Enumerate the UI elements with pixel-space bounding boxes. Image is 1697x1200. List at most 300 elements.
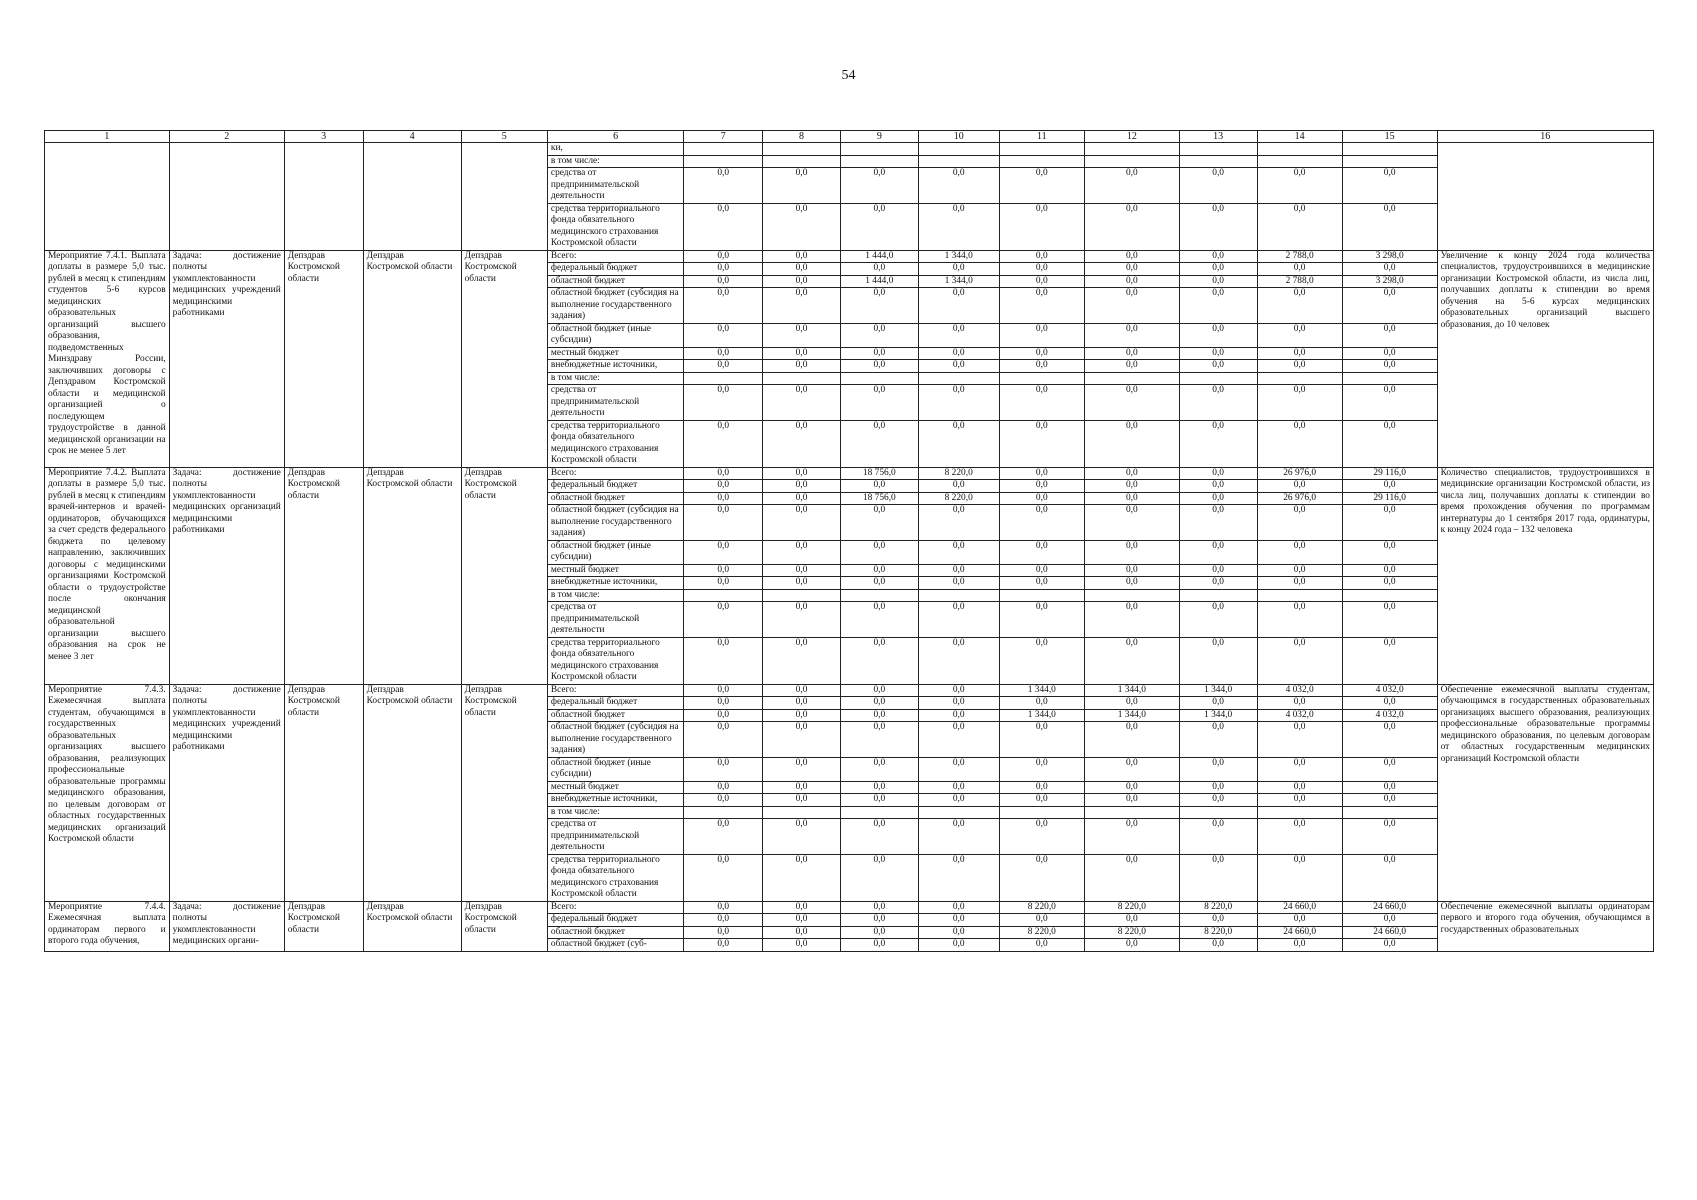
amount-cell: 0,0 bbox=[918, 939, 999, 952]
amount-cell bbox=[684, 155, 763, 168]
amount-cell: 0,0 bbox=[1257, 819, 1342, 855]
block-4-col-4: Депздрав Костромской области bbox=[363, 901, 461, 951]
amount-cell: 0,0 bbox=[1179, 637, 1257, 684]
amount-cell: 0,0 bbox=[918, 794, 999, 807]
amount-cell bbox=[999, 589, 1084, 602]
amount-cell: 8 220,0 bbox=[1084, 926, 1179, 939]
funding-source: областной бюджет (иные субсидии) bbox=[547, 757, 683, 781]
column-number-15: 15 bbox=[1342, 131, 1437, 143]
amount-cell: 0,0 bbox=[1084, 939, 1179, 952]
amount-cell bbox=[1179, 155, 1257, 168]
funding-source: внебюджетные источники, bbox=[547, 360, 683, 373]
amount-cell bbox=[1257, 372, 1342, 385]
amount-cell: 0,0 bbox=[1179, 168, 1257, 204]
amount-cell: 0,0 bbox=[1179, 492, 1257, 505]
amount-cell: 0,0 bbox=[684, 709, 763, 722]
amount-cell: 0,0 bbox=[918, 914, 999, 927]
amount-cell: 0,0 bbox=[999, 203, 1084, 250]
amount-cell bbox=[763, 372, 841, 385]
amount-cell: 0,0 bbox=[1342, 577, 1437, 590]
amount-cell: 0,0 bbox=[840, 819, 918, 855]
amount-cell: 0,0 bbox=[999, 168, 1084, 204]
amount-cell: 1 344,0 bbox=[918, 250, 999, 263]
block-3-col-5: Депздрав Костромской области bbox=[461, 684, 547, 901]
block-2-col-5: Депздрав Костромской области bbox=[461, 467, 547, 684]
funding-source: внебюджетные источники, bbox=[547, 794, 683, 807]
amount-cell: 0,0 bbox=[763, 684, 841, 697]
amount-cell: 0,0 bbox=[918, 722, 999, 758]
block-1-col-4: Депздрав Костромской области bbox=[363, 250, 461, 467]
amount-cell: 0,0 bbox=[1084, 577, 1179, 590]
amount-cell: 0,0 bbox=[1342, 420, 1437, 467]
amount-cell: 0,0 bbox=[1342, 602, 1437, 638]
amount-cell: 0,0 bbox=[763, 540, 841, 564]
amount-cell: 8 220,0 bbox=[1084, 901, 1179, 914]
funding-source: федеральный бюджет bbox=[547, 480, 683, 493]
funding-source: областной бюджет (суб- bbox=[547, 939, 683, 952]
amount-cell: 0,0 bbox=[1084, 360, 1179, 373]
amount-cell: 0,0 bbox=[684, 505, 763, 541]
block-3-col-1: Мероприятие 7.4.3. Ежемесячная выплата студентам, обучающимся в государственных образовательных организациях высшего образования, реализующих профессиональные образовательные программы медицинского образования, по целевым договорам от областных государственных медицинских организаций Костромской области bbox=[45, 684, 170, 901]
funding-source: средства территориального фонда обязательного медицинского страхования Костромской области bbox=[547, 203, 683, 250]
amount-cell: 0,0 bbox=[918, 819, 999, 855]
amount-cell: 0,0 bbox=[1257, 288, 1342, 324]
amount-cell: 0,0 bbox=[840, 288, 918, 324]
amount-cell: 0,0 bbox=[684, 637, 763, 684]
block-0-col-2 bbox=[169, 143, 284, 251]
amount-cell: 0,0 bbox=[918, 288, 999, 324]
amount-cell: 0,0 bbox=[763, 854, 841, 901]
funding-source: средства от предпринимательской деятельности bbox=[547, 168, 683, 204]
amount-cell: 0,0 bbox=[918, 684, 999, 697]
amount-cell bbox=[918, 143, 999, 156]
amount-cell: 0,0 bbox=[1179, 854, 1257, 901]
column-number-4: 4 bbox=[363, 131, 461, 143]
funding-source: областной бюджет (иные субсидии) bbox=[547, 323, 683, 347]
block-2-col-4: Депздрав Костромской области bbox=[363, 467, 461, 684]
amount-cell: 0,0 bbox=[763, 637, 841, 684]
amount-cell bbox=[763, 806, 841, 819]
amount-cell: 0,0 bbox=[1084, 420, 1179, 467]
column-number-11: 11 bbox=[999, 131, 1084, 143]
amount-cell: 0,0 bbox=[763, 420, 841, 467]
funding-source: областной бюджет (иные субсидии) bbox=[547, 540, 683, 564]
amount-cell: 0,0 bbox=[763, 819, 841, 855]
amount-cell bbox=[918, 589, 999, 602]
block-2-col-3: Депздрав Костромской области bbox=[284, 467, 363, 684]
amount-cell: 29 116,0 bbox=[1342, 467, 1437, 480]
amount-cell: 0,0 bbox=[1084, 263, 1179, 276]
amount-cell: 0,0 bbox=[1179, 577, 1257, 590]
amount-cell: 0,0 bbox=[1084, 275, 1179, 288]
amount-cell: 0,0 bbox=[999, 819, 1084, 855]
amount-cell: 0,0 bbox=[1342, 914, 1437, 927]
amount-cell: 0,0 bbox=[684, 794, 763, 807]
amount-cell: 0,0 bbox=[918, 901, 999, 914]
amount-cell: 0,0 bbox=[1179, 360, 1257, 373]
amount-cell: 0,0 bbox=[684, 781, 763, 794]
amount-cell: 0,0 bbox=[840, 420, 918, 467]
amount-cell: 0,0 bbox=[684, 684, 763, 697]
funding-source: Всего: bbox=[547, 901, 683, 914]
amount-cell: 1 344,0 bbox=[1179, 709, 1257, 722]
amount-cell: 0,0 bbox=[1084, 323, 1179, 347]
funding-source: средства территориального фонда обязательного медицинского страхования Костромской области bbox=[547, 637, 683, 684]
amount-cell: 0,0 bbox=[763, 939, 841, 952]
funding-source: Всего: bbox=[547, 467, 683, 480]
amount-cell bbox=[1342, 155, 1437, 168]
block-1-col-1: Мероприятие 7.4.1. Выплата доплаты в размере 5,0 тыс. рублей в месяц к стипендиям студентов 5-6 курсов медицинских образовательных организаций высшего образования, подведомственных Минздраву России, заключивших договоры с Депздравом Костромской области и медицинской организацией о последующем трудоустройстве в данной медицинской организации на срок не менее 5 лет bbox=[45, 250, 170, 467]
amount-cell: 0,0 bbox=[840, 781, 918, 794]
column-number-12: 12 bbox=[1084, 131, 1179, 143]
amount-cell: 24 660,0 bbox=[1342, 901, 1437, 914]
funding-source: местный бюджет bbox=[547, 564, 683, 577]
amount-cell: 0,0 bbox=[840, 722, 918, 758]
amount-cell: 0,0 bbox=[840, 540, 918, 564]
amount-cell: 0,0 bbox=[684, 926, 763, 939]
funding-source: областной бюджет (субсидия на выполнение государственного задания) bbox=[547, 505, 683, 541]
amount-cell: 0,0 bbox=[763, 914, 841, 927]
amount-cell: 0,0 bbox=[1084, 385, 1179, 421]
amount-cell: 0,0 bbox=[763, 467, 841, 480]
funding-source: местный бюджет bbox=[547, 781, 683, 794]
amount-cell: 0,0 bbox=[918, 540, 999, 564]
amount-cell: 0,0 bbox=[1342, 168, 1437, 204]
amount-cell: 0,0 bbox=[918, 347, 999, 360]
amount-cell: 0,0 bbox=[1257, 939, 1342, 952]
amount-cell: 0,0 bbox=[840, 203, 918, 250]
amount-cell: 0,0 bbox=[918, 420, 999, 467]
amount-cell: 0,0 bbox=[840, 914, 918, 927]
amount-cell bbox=[1179, 372, 1257, 385]
amount-cell: 0,0 bbox=[999, 854, 1084, 901]
amount-cell: 0,0 bbox=[1179, 480, 1257, 493]
amount-cell: 0,0 bbox=[999, 540, 1084, 564]
funding-source: Всего: bbox=[547, 684, 683, 697]
amount-cell: 0,0 bbox=[1179, 602, 1257, 638]
amount-cell: 0,0 bbox=[763, 709, 841, 722]
amount-cell: 0,0 bbox=[1257, 854, 1342, 901]
amount-cell bbox=[1257, 143, 1342, 156]
amount-cell: 0,0 bbox=[1179, 794, 1257, 807]
column-number-13: 13 bbox=[1179, 131, 1257, 143]
amount-cell: 0,0 bbox=[840, 323, 918, 347]
amount-cell: 0,0 bbox=[918, 263, 999, 276]
amount-cell: 0,0 bbox=[763, 360, 841, 373]
amount-cell: 0,0 bbox=[684, 914, 763, 927]
amount-cell bbox=[1084, 155, 1179, 168]
block-4-col-2: Задача: достижение полноты укомплектованности медицинских органи- bbox=[169, 901, 284, 951]
amount-cell: 0,0 bbox=[999, 275, 1084, 288]
amount-cell: 4 032,0 bbox=[1257, 709, 1342, 722]
block-0-col-5 bbox=[461, 143, 547, 251]
amount-cell: 0,0 bbox=[999, 781, 1084, 794]
amount-cell: 0,0 bbox=[763, 577, 841, 590]
page-number: 54 bbox=[841, 68, 856, 83]
amount-cell: 0,0 bbox=[918, 385, 999, 421]
amount-cell: 0,0 bbox=[1084, 347, 1179, 360]
amount-cell: 0,0 bbox=[1342, 288, 1437, 324]
column-number-3: 3 bbox=[284, 131, 363, 143]
funding-source: федеральный бюджет bbox=[547, 263, 683, 276]
block-2-col-2: Задача: достижение полноты укомплектованности медицинских организаций медицинскими работниками bbox=[169, 467, 284, 684]
funding-source: в том числе: bbox=[547, 589, 683, 602]
amount-cell: 0,0 bbox=[1179, 347, 1257, 360]
amount-cell: 0,0 bbox=[684, 288, 763, 324]
column-number-2: 2 bbox=[169, 131, 284, 143]
amount-cell: 0,0 bbox=[684, 480, 763, 493]
column-number-7: 7 bbox=[684, 131, 763, 143]
amount-cell bbox=[1342, 806, 1437, 819]
amount-cell: 4 032,0 bbox=[1342, 709, 1437, 722]
amount-cell: 0,0 bbox=[999, 722, 1084, 758]
amount-cell: 0,0 bbox=[1257, 697, 1342, 710]
amount-cell: 0,0 bbox=[684, 722, 763, 758]
amount-cell: 0,0 bbox=[1179, 505, 1257, 541]
amount-cell: 0,0 bbox=[1257, 505, 1342, 541]
amount-cell: 0,0 bbox=[684, 168, 763, 204]
amount-cell: 0,0 bbox=[918, 564, 999, 577]
amount-cell: 0,0 bbox=[684, 697, 763, 710]
amount-cell bbox=[840, 372, 918, 385]
amount-cell: 8 220,0 bbox=[999, 901, 1084, 914]
amount-cell: 2 788,0 bbox=[1257, 250, 1342, 263]
amount-cell: 0,0 bbox=[999, 939, 1084, 952]
amount-cell: 0,0 bbox=[684, 564, 763, 577]
amount-cell: 8 220,0 bbox=[918, 492, 999, 505]
program-table bbox=[44, 130, 1654, 952]
amount-cell: 1 344,0 bbox=[1179, 684, 1257, 697]
amount-cell: 0,0 bbox=[1257, 420, 1342, 467]
amount-cell: 0,0 bbox=[763, 602, 841, 638]
funding-source: средства территориального фонда обязательного медицинского страхования Костромской области bbox=[547, 420, 683, 467]
amount-cell: 0,0 bbox=[1179, 819, 1257, 855]
column-number-9: 9 bbox=[840, 131, 918, 143]
amount-cell: 0,0 bbox=[999, 757, 1084, 781]
amount-cell: 0,0 bbox=[840, 564, 918, 577]
amount-cell: 0,0 bbox=[1342, 323, 1437, 347]
amount-cell: 0,0 bbox=[1342, 360, 1437, 373]
amount-cell: 0,0 bbox=[840, 360, 918, 373]
block-1-col-3: Депздрав Костромской области bbox=[284, 250, 363, 467]
amount-cell: 0,0 bbox=[763, 288, 841, 324]
amount-cell: 1 344,0 bbox=[1084, 684, 1179, 697]
amount-cell bbox=[1179, 589, 1257, 602]
amount-cell: 24 660,0 bbox=[1257, 901, 1342, 914]
amount-cell: 0,0 bbox=[918, 505, 999, 541]
amount-cell: 0,0 bbox=[1342, 757, 1437, 781]
amount-cell: 24 660,0 bbox=[1342, 926, 1437, 939]
table-row bbox=[45, 901, 1654, 914]
amount-cell: 1 344,0 bbox=[1084, 709, 1179, 722]
amount-cell: 0,0 bbox=[684, 819, 763, 855]
amount-cell bbox=[918, 155, 999, 168]
amount-cell: 29 116,0 bbox=[1342, 492, 1437, 505]
amount-cell: 0,0 bbox=[763, 347, 841, 360]
amount-cell: 0,0 bbox=[684, 854, 763, 901]
amount-cell: 0,0 bbox=[1342, 781, 1437, 794]
amount-cell bbox=[763, 589, 841, 602]
amount-cell: 0,0 bbox=[763, 168, 841, 204]
amount-cell: 0,0 bbox=[1084, 602, 1179, 638]
amount-cell: 0,0 bbox=[1179, 203, 1257, 250]
block-0-col-3 bbox=[284, 143, 363, 251]
amount-cell bbox=[1257, 155, 1342, 168]
amount-cell: 0,0 bbox=[840, 709, 918, 722]
amount-cell: 0,0 bbox=[918, 709, 999, 722]
amount-cell: 0,0 bbox=[840, 901, 918, 914]
amount-cell: 0,0 bbox=[1342, 347, 1437, 360]
amount-cell: 0,0 bbox=[840, 385, 918, 421]
amount-cell: 26 976,0 bbox=[1257, 492, 1342, 505]
amount-cell bbox=[840, 155, 918, 168]
table-row bbox=[45, 467, 1654, 480]
amount-cell: 0,0 bbox=[763, 901, 841, 914]
amount-cell: 4 032,0 bbox=[1342, 684, 1437, 697]
amount-cell: 0,0 bbox=[1084, 722, 1179, 758]
amount-cell: 0,0 bbox=[1084, 250, 1179, 263]
amount-cell: 0,0 bbox=[840, 480, 918, 493]
block-4-col-1: Мероприятие 7.4.4. Ежемесячная выплата ординаторам первого и второго года обучения, bbox=[45, 901, 170, 951]
amount-cell: 1 444,0 bbox=[840, 275, 918, 288]
amount-cell: 0,0 bbox=[840, 939, 918, 952]
amount-cell: 0,0 bbox=[1084, 505, 1179, 541]
amount-cell: 0,0 bbox=[999, 360, 1084, 373]
amount-cell: 0,0 bbox=[684, 360, 763, 373]
amount-cell: 0,0 bbox=[1084, 288, 1179, 324]
amount-cell: 0,0 bbox=[1342, 697, 1437, 710]
amount-cell: 0,0 bbox=[999, 914, 1084, 927]
amount-cell: 0,0 bbox=[918, 781, 999, 794]
amount-cell: 0,0 bbox=[1257, 168, 1342, 204]
block-3-col-3: Депздрав Костромской области bbox=[284, 684, 363, 901]
amount-cell: 0,0 bbox=[1342, 480, 1437, 493]
amount-cell: 0,0 bbox=[840, 926, 918, 939]
amount-cell: 0,0 bbox=[918, 926, 999, 939]
amount-cell: 0,0 bbox=[763, 926, 841, 939]
amount-cell bbox=[840, 143, 918, 156]
amount-cell bbox=[840, 589, 918, 602]
amount-cell: 0,0 bbox=[1257, 781, 1342, 794]
amount-cell: 0,0 bbox=[999, 323, 1084, 347]
amount-cell: 0,0 bbox=[1084, 492, 1179, 505]
amount-cell: 0,0 bbox=[918, 203, 999, 250]
amount-cell: 0,0 bbox=[999, 467, 1084, 480]
amount-cell: 0,0 bbox=[1084, 819, 1179, 855]
amount-cell: 0,0 bbox=[684, 602, 763, 638]
amount-cell: 0,0 bbox=[684, 275, 763, 288]
amount-cell: 0,0 bbox=[840, 637, 918, 684]
table-body bbox=[45, 143, 1654, 952]
amount-cell: 0,0 bbox=[1342, 794, 1437, 807]
amount-cell: 0,0 bbox=[1342, 637, 1437, 684]
amount-cell: 0,0 bbox=[684, 939, 763, 952]
amount-cell: 3 298,0 bbox=[1342, 250, 1437, 263]
amount-cell: 0,0 bbox=[1084, 168, 1179, 204]
amount-cell: 0,0 bbox=[999, 564, 1084, 577]
amount-cell: 0,0 bbox=[1084, 794, 1179, 807]
amount-cell: 0,0 bbox=[999, 505, 1084, 541]
amount-cell: 0,0 bbox=[1342, 939, 1437, 952]
funding-source: местный бюджет bbox=[547, 347, 683, 360]
amount-cell: 0,0 bbox=[684, 347, 763, 360]
amount-cell: 0,0 bbox=[1257, 263, 1342, 276]
column-number-6: 6 bbox=[547, 131, 683, 143]
amount-cell: 0,0 bbox=[999, 492, 1084, 505]
amount-cell: 1 444,0 bbox=[840, 250, 918, 263]
amount-cell bbox=[999, 806, 1084, 819]
amount-cell: 0,0 bbox=[1179, 323, 1257, 347]
funding-source: Всего: bbox=[547, 250, 683, 263]
amount-cell: 0,0 bbox=[1084, 697, 1179, 710]
amount-cell: 0,0 bbox=[840, 505, 918, 541]
block-1-col-5: Депздрав Костромской области bbox=[461, 250, 547, 467]
amount-cell: 0,0 bbox=[999, 577, 1084, 590]
block-3-col-4: Депздрав Костромской области bbox=[363, 684, 461, 901]
amount-cell: 0,0 bbox=[684, 203, 763, 250]
block-4-col-3: Депздрав Костромской области bbox=[284, 901, 363, 951]
amount-cell: 0,0 bbox=[999, 420, 1084, 467]
amount-cell: 0,0 bbox=[1342, 385, 1437, 421]
amount-cell: 0,0 bbox=[999, 250, 1084, 263]
amount-cell: 0,0 bbox=[763, 263, 841, 276]
amount-cell: 0,0 bbox=[918, 637, 999, 684]
amount-cell: 0,0 bbox=[1179, 939, 1257, 952]
amount-cell: 0,0 bbox=[999, 602, 1084, 638]
amount-cell: 0,0 bbox=[1257, 385, 1342, 421]
block-2-expected-result: Количество специалистов, трудоустроившихся в медицинские организации Костромской области, из числа лиц, получавших доплаты к стипендии во время прохождения обучения по программам интернатуры до 1 сентября 2017 года, ординатуры, к концу 2024 года – 132 человека bbox=[1437, 467, 1653, 684]
amount-cell: 0,0 bbox=[763, 697, 841, 710]
amount-cell: 0,0 bbox=[684, 577, 763, 590]
amount-cell: 0,0 bbox=[918, 602, 999, 638]
column-number-14: 14 bbox=[1257, 131, 1342, 143]
amount-cell: 0,0 bbox=[840, 757, 918, 781]
amount-cell: 0,0 bbox=[1179, 697, 1257, 710]
amount-cell: 8 220,0 bbox=[1179, 926, 1257, 939]
amount-cell: 0,0 bbox=[684, 263, 763, 276]
funding-source: ки, bbox=[547, 143, 683, 156]
amount-cell bbox=[1084, 589, 1179, 602]
block-4-col-5: Депздрав Костромской области bbox=[461, 901, 547, 951]
amount-cell: 0,0 bbox=[1342, 854, 1437, 901]
amount-cell: 0,0 bbox=[684, 385, 763, 421]
amount-cell: 0,0 bbox=[1342, 540, 1437, 564]
table-row bbox=[45, 684, 1654, 697]
amount-cell: 0,0 bbox=[1179, 385, 1257, 421]
amount-cell: 0,0 bbox=[763, 203, 841, 250]
block-0-col-4 bbox=[363, 143, 461, 251]
amount-cell: 26 976,0 bbox=[1257, 467, 1342, 480]
amount-cell: 0,0 bbox=[1257, 347, 1342, 360]
funding-source: областной бюджет bbox=[547, 709, 683, 722]
amount-cell: 0,0 bbox=[1179, 914, 1257, 927]
amount-cell: 0,0 bbox=[918, 323, 999, 347]
amount-cell: 8 220,0 bbox=[918, 467, 999, 480]
amount-cell: 18 756,0 bbox=[840, 492, 918, 505]
amount-cell bbox=[1084, 143, 1179, 156]
amount-cell: 0,0 bbox=[999, 263, 1084, 276]
amount-cell: 0,0 bbox=[763, 794, 841, 807]
amount-cell: 0,0 bbox=[1084, 540, 1179, 564]
amount-cell: 0,0 bbox=[1257, 637, 1342, 684]
amount-cell: 0,0 bbox=[918, 480, 999, 493]
funding-source: средства территориального фонда обязательного медицинского страхования Костромской области bbox=[547, 854, 683, 901]
amount-cell: 0,0 bbox=[918, 360, 999, 373]
amount-cell: 0,0 bbox=[684, 323, 763, 347]
amount-cell: 0,0 bbox=[684, 250, 763, 263]
amount-cell: 0,0 bbox=[840, 602, 918, 638]
amount-cell: 0,0 bbox=[999, 347, 1084, 360]
